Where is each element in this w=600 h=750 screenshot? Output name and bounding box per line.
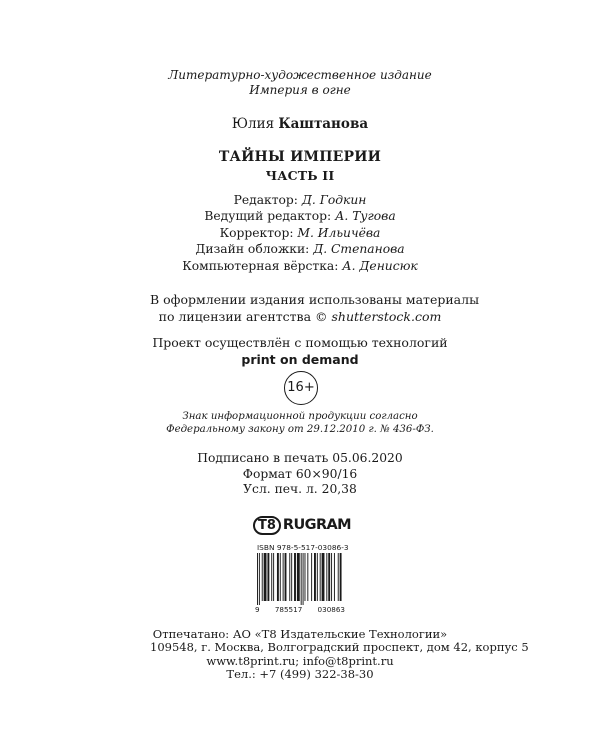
- barcode-digits-right: 030863: [317, 605, 345, 614]
- law-note: [150, 410, 450, 436]
- materials-line2: по лицензии агентства © shutterstock.com: [158, 308, 442, 324]
- law-line2: Федеральному закону от 29.12.2010 г. № 436-ФЗ.: [166, 424, 434, 435]
- age-rating-badge: 16+: [284, 371, 318, 405]
- materials-note: [150, 292, 480, 325]
- project-line: Проект осуществлён с помощью технологий: [152, 335, 448, 350]
- paper-format: Формат 60×90/16: [242, 466, 358, 481]
- credit-cover-design: Дизайн обложки: Д. Степанова: [195, 242, 405, 257]
- barcode-digits: [255, 605, 345, 614]
- materials-line1: В оформлении издания использованы материалы: [150, 292, 480, 307]
- credits-list: [150, 192, 450, 274]
- printer-address: 109548, г. Москва, Волгоградский проспект, дом 42, корпус 5: [150, 640, 529, 655]
- series-line-name: Империя в огне: [249, 83, 351, 97]
- printer-phone: Тел.: +7 (499) 322-38-30: [226, 667, 374, 682]
- project-note: [150, 335, 450, 368]
- isbn-barcode: [255, 553, 345, 605]
- printer-name: Отпечатано: АО «Т8 Издательские Технологии»: [152, 627, 448, 641]
- credit-editor: Редактор: Д. Годкин: [233, 193, 367, 207]
- printer-info: [150, 627, 529, 682]
- rugram-wordmark: RUGRAM: [282, 517, 351, 533]
- rugram-logo: [253, 515, 351, 535]
- t8-logo-mark: T8: [253, 516, 281, 535]
- printer-web: www.t8print.ru; info@t8print.ru: [206, 653, 394, 668]
- barcode-digits-left: 785517: [274, 605, 303, 614]
- author-first-name: Юлия: [231, 116, 275, 132]
- credit-proofreader: Корректор: М. Ильичёва: [219, 225, 381, 240]
- isbn-label: ISBN 978-5-517-03086-3: [257, 543, 349, 552]
- credit-lead-editor: Ведущий редактор: А. Тугова: [204, 209, 396, 224]
- law-line1: Знак информационной продукции согласно: [182, 411, 418, 422]
- book-part: ЧАСТЬ II: [265, 168, 335, 183]
- author-last-name: Каштанова: [278, 116, 369, 132]
- print-on-demand: print on demand: [241, 351, 359, 367]
- book-title: ТАЙНЫ ИМПЕРИИ: [218, 149, 382, 165]
- agency-name: shutterstock.com: [331, 308, 442, 324]
- credit-layout: Компьютерная вёрстка: А. Денисюк: [182, 258, 418, 273]
- series-info: [150, 68, 450, 98]
- print-info: [150, 451, 450, 498]
- signed-date: Подписано в печать 05.06.2020: [197, 451, 403, 465]
- series-line-genre: Литературно-художественное издание: [168, 68, 432, 82]
- author-name: [150, 116, 450, 132]
- barcode-digit-lead: 9: [255, 605, 260, 614]
- printed-sheets: Усл. печ. л. 20,38: [243, 482, 357, 496]
- barcode-icon: [255, 553, 345, 605]
